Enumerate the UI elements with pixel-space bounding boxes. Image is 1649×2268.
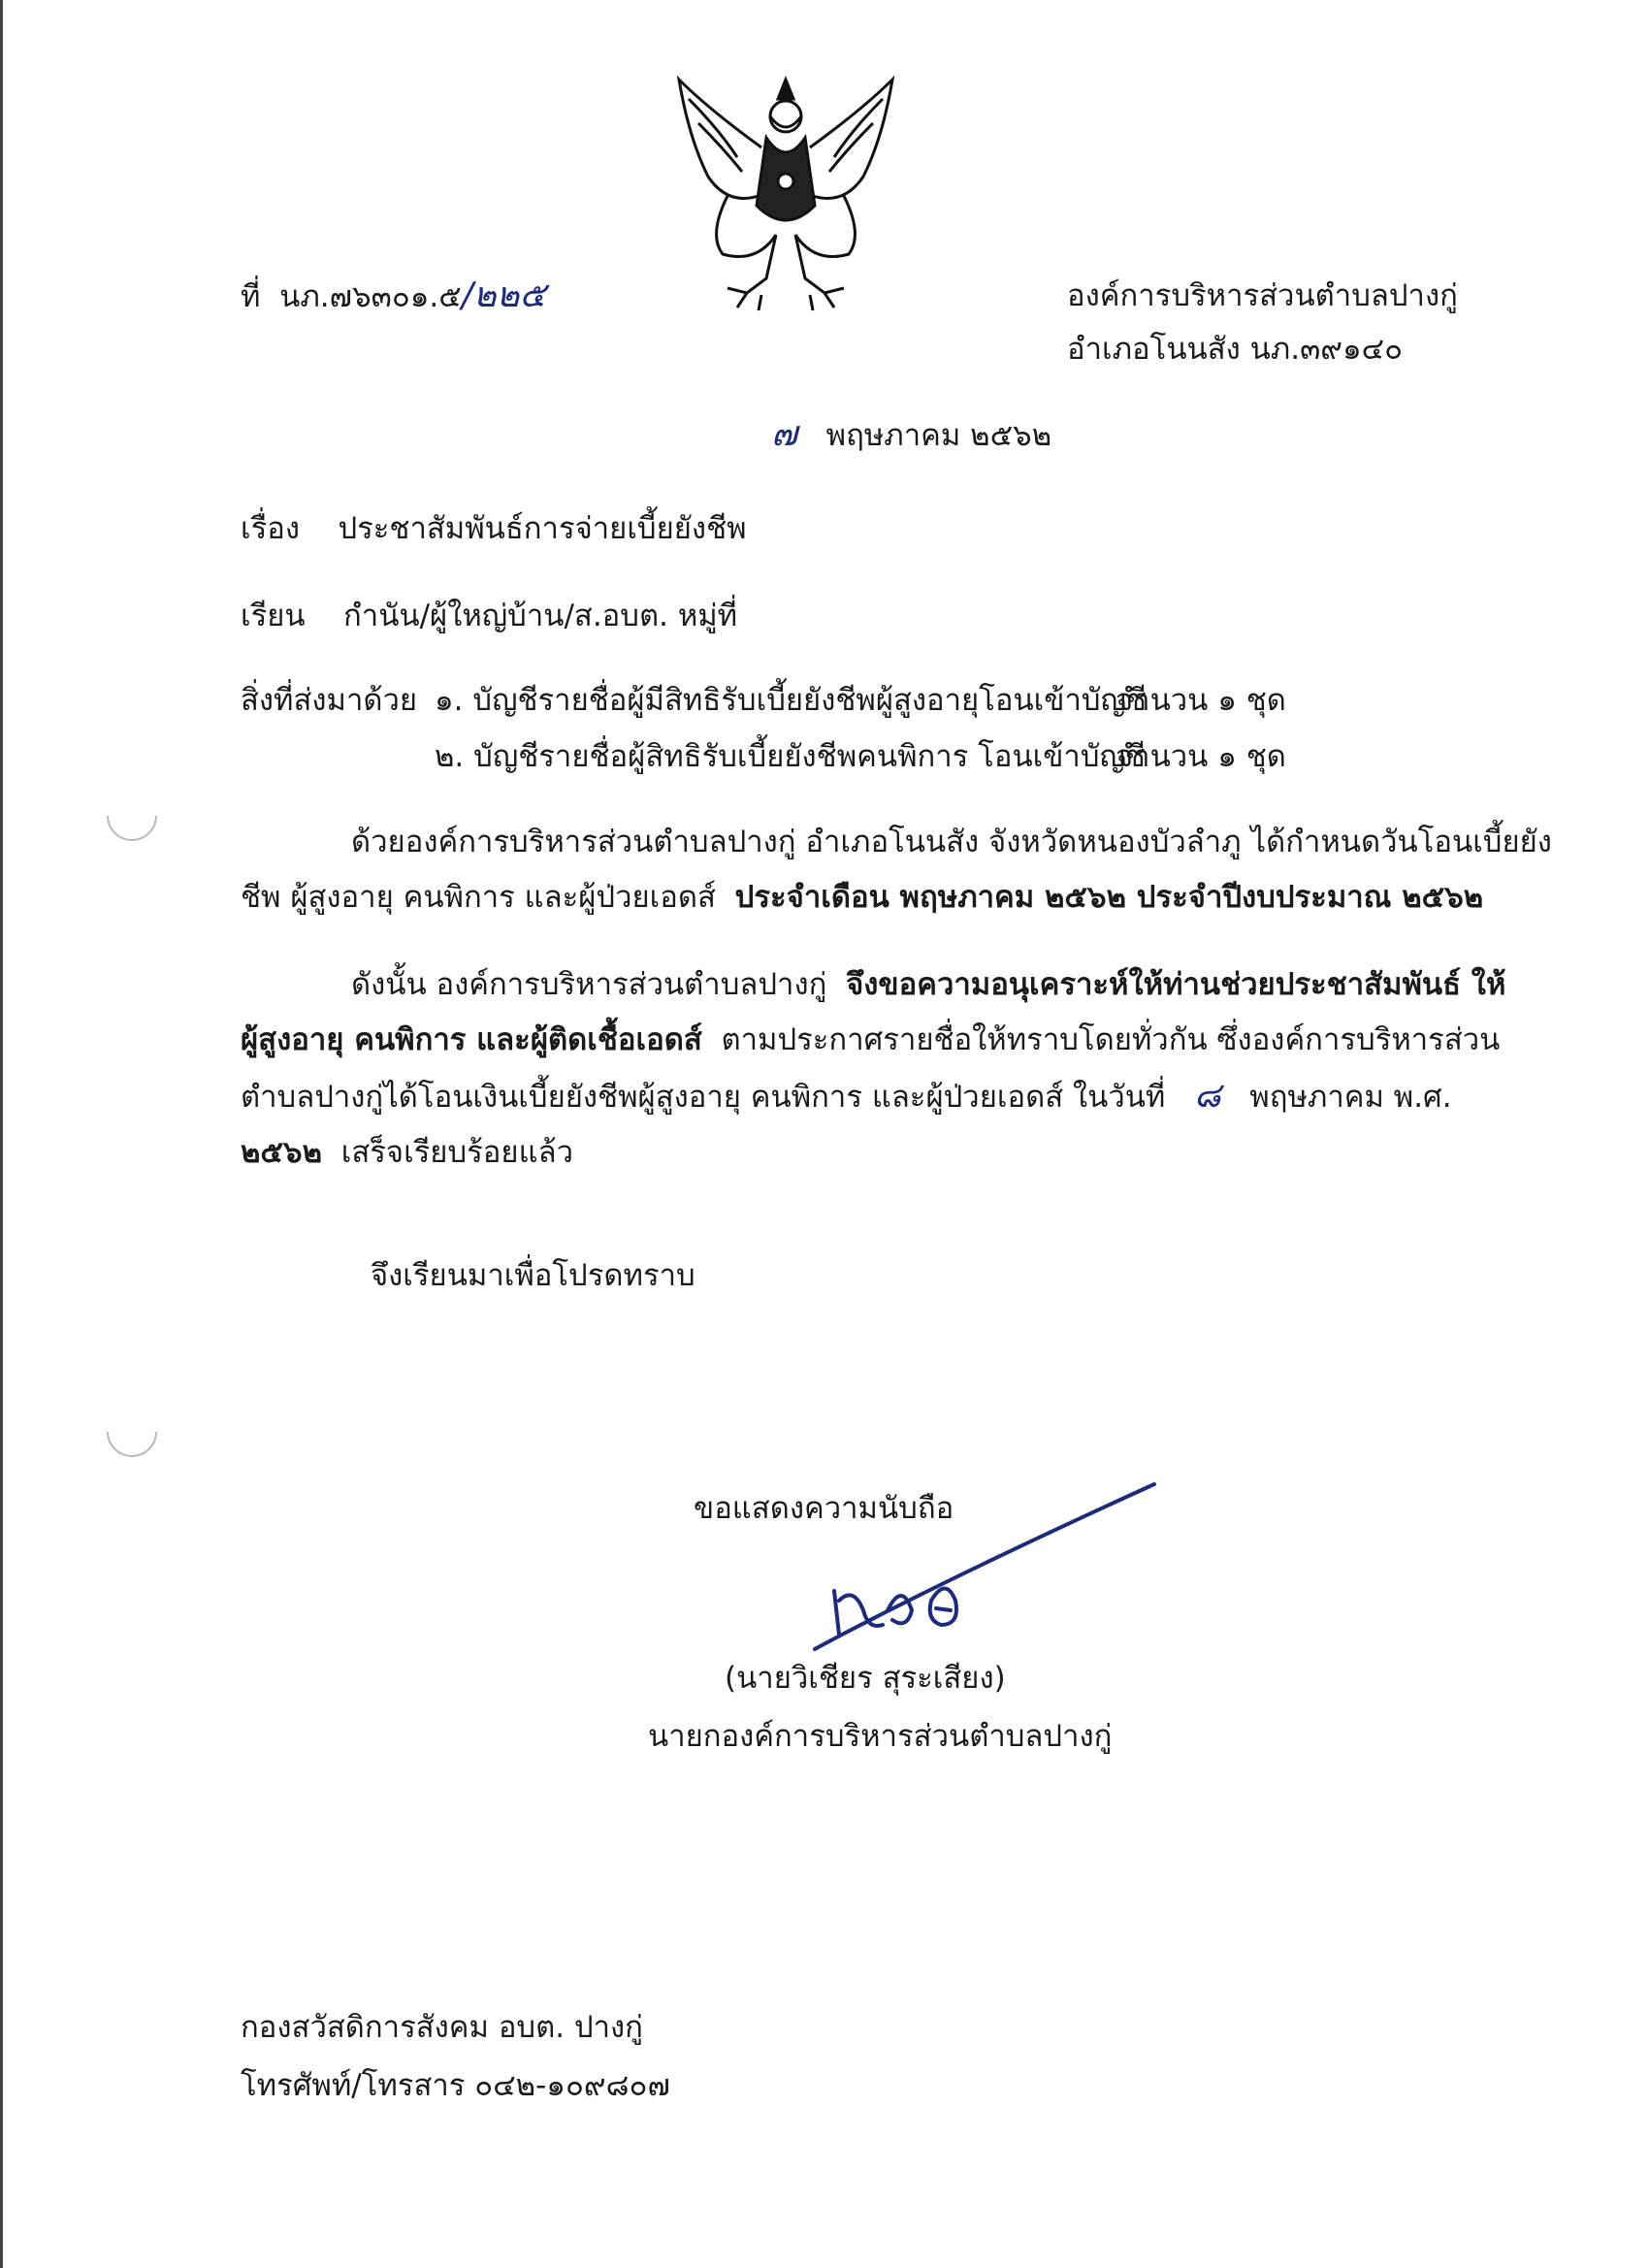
handwritten-signature (795, 1465, 1164, 1659)
sender-address: อำเภอโนนสัง นภ.๓๙๑๔๐ (1067, 332, 1404, 367)
enclosures-label: สิ่งที่ส่งมาด้วย (241, 683, 418, 718)
para2-line1-bold: จึงขอความอนุเคราะห์ให้ท่านช่วยประชาสัมพันธ์ ให้ (846, 967, 1506, 1002)
para2-line4 (241, 1133, 573, 1172)
para2-line4-normal: เสร็จเรียบร้อยแล้ว (340, 1135, 573, 1170)
subject-label: เรื่อง (241, 511, 301, 546)
to-text: กำนัน/ผู้ใหญ่บ้าน/ส.อบต. หมู่ที่ (343, 599, 738, 633)
signatory-name: (นายวิเชียร สุระเสียง) (725, 1661, 1006, 1696)
para2-line2 (241, 1021, 1500, 1059)
reference-number (241, 276, 546, 316)
footer-phone: โทรศัพท์/โทรสาร ๐๔๒-๑๐๙๘๐๗ (241, 2068, 670, 2103)
ref-number: นภ.๗๖๓๐๑.๕ (279, 279, 462, 314)
subject-text: ประชาสัมพันธ์การจ่ายเบี้ยยังชีพ (338, 511, 747, 546)
page-edge (0, 0, 3, 2268)
enclosure-qty-2: จำนวน ๑ ชุด (1116, 739, 1286, 774)
letter-date (771, 415, 1051, 455)
para2-line3 (241, 1077, 1452, 1117)
para2-line2-normal: ตามประกาศรายชื่อให้ทราบโดยทั่วกัน ซึ่งองค์การบริหารส่วน (721, 1022, 1501, 1057)
para1-line2-normal: ชีพ ผู้สูงอายุ คนพิการ และผู้ป่วยเอดส์ (241, 880, 716, 915)
date-day-handwritten: ๗ (771, 414, 798, 454)
enclosure-item-2: ๒. บัญชีรายชื่อผู้สิทธิรับเบี้ยยังชีพคนพิการ โอนเข้าบัญชี (435, 739, 1146, 774)
to-label: เรียน (241, 599, 306, 633)
footer-dept: กองสวัสดิการสังคม อบต. ปางกู่ (241, 2010, 643, 2045)
para2-line2-bold: ผู้สูงอายุ คนพิการ และผู้ติดเชื้อเอดส์ (241, 1022, 702, 1057)
para2-line3-day: ๘ (1193, 1076, 1221, 1116)
para2-line1 (351, 965, 1505, 1004)
para1-line1: ด้วยองค์การบริหารส่วนตำบลปางกู่ อำเภอโนนสัง จังหวัดหนองบัวลำภู ได้กำหนดวันโอนเบี้ยยัง (351, 825, 1552, 859)
para2-line4-bold: ๒๕๖๒ (241, 1135, 323, 1170)
enclosure-qty-1: จำนวน ๑ ชุด (1116, 683, 1286, 718)
sender-org: องค์การบริหารส่วนตำบลปางกู่ (1067, 278, 1458, 313)
para1-line2-bold: ประจำเดือน พฤษภาคม ๒๕๖๒ ประจำปีงบประมาณ ๒๕๖๒ (734, 880, 1484, 915)
para2-line1-normal: ดังนั้น องค์การบริหารส่วนตำบลปางกู่ (351, 967, 827, 1002)
ref-label: ที่ (241, 279, 261, 314)
date-month-year: พฤษภาคม ๒๕๖๒ (825, 418, 1052, 453)
enclosure-item-1: ๑. บัญชีรายชื่อผู้มีสิทธิรับเบี้ยยังชีพผู้สูงอายุโอนเข้าบัญชี (435, 683, 1148, 718)
punch-hole (96, 780, 168, 852)
recipient-line (241, 597, 737, 635)
para1-line2 (241, 878, 1483, 917)
garuda-emblem (669, 70, 902, 317)
punch-hole (96, 1396, 168, 1468)
signatory-title: นายกองค์การบริหารส่วนตำบลปางกู่ (648, 1719, 1113, 1754)
signoff-greeting: ขอแสดงความนับถือ (694, 1491, 954, 1526)
subject-line (241, 509, 747, 548)
ref-handwritten: /๒๒๕ (461, 275, 546, 315)
para2-line3-normal: ตำบลปางกู่ได้โอนเงินเบี้ยยังชีพผู้สูงอายุ คนพิการ และผู้ป่วยเอดส์ ในวันที่ (241, 1080, 1166, 1115)
para2-line3-tail: พฤษภาคม พ.ศ. (1249, 1080, 1452, 1115)
closing-line: จึงเรียนมาเพื่อโปรดทราบ (371, 1258, 695, 1293)
